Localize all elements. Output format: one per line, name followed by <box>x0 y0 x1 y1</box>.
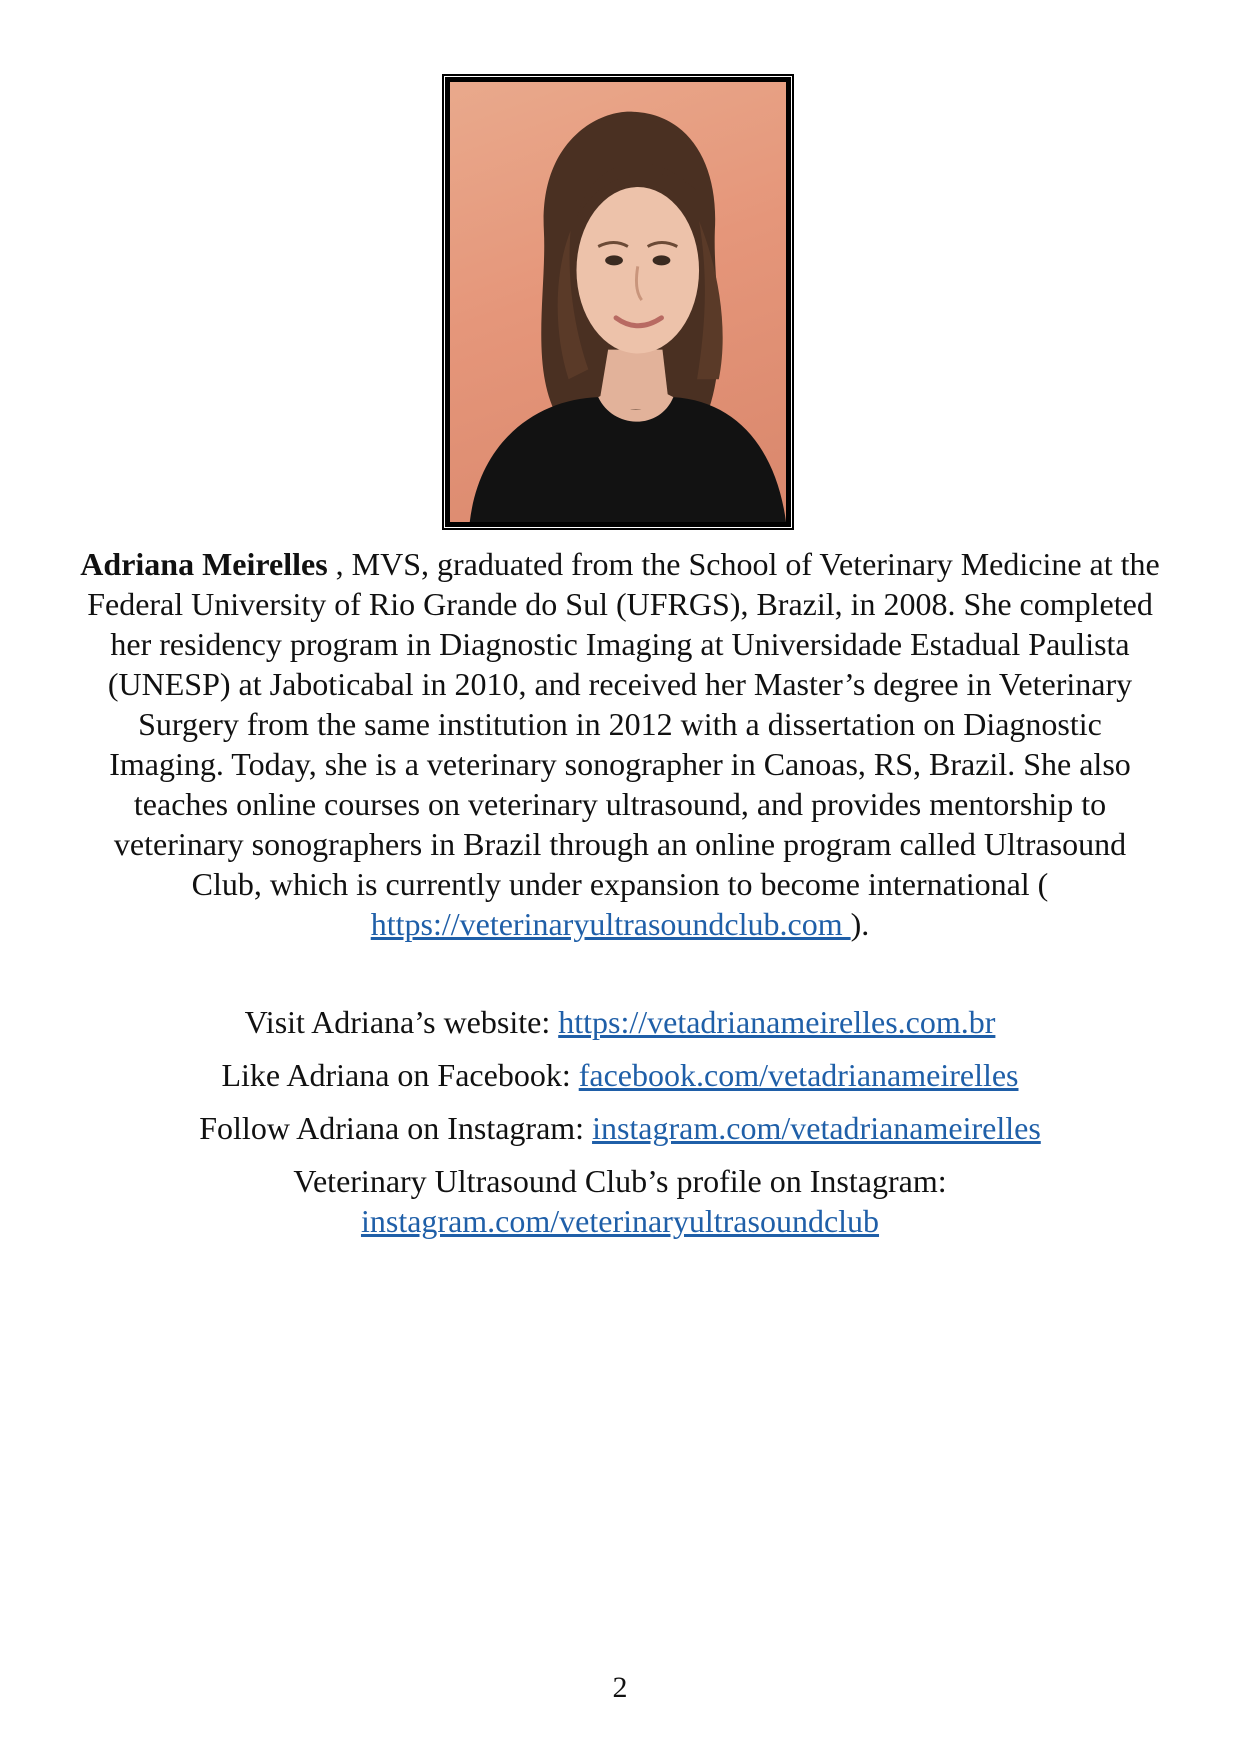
facebook-link[interactable]: facebook.com/vetadrianameirelles <box>578 1057 1019 1093</box>
club-website-link[interactable]: https://veterinaryultrasoundclub.com <box>370 906 851 942</box>
author-photo <box>450 82 786 522</box>
bio-text-end: ). <box>850 906 870 942</box>
website-line <box>80 1002 1160 1042</box>
club-instagram-label: Veterinary Ultrasound Club’s profile on Instagram: <box>293 1163 947 1199</box>
page-number: 2 <box>612 1671 628 1704</box>
club-instagram-line <box>80 1161 1160 1241</box>
instagram-link[interactable]: instagram.com/vetadrianameirelles <box>592 1110 1041 1146</box>
author-name: Adriana Meirelles <box>80 546 328 582</box>
bio-text: , MVS, graduated from the School of Veterinary Medicine at the Federal University of Rio Grande do Sul (UFRGS), Brazil, in 2008. She completed her residency program in Diagnostic Imaging at Universidade Estadual Paulista (UNESP) at Jaboticabal in 2010, and received her Master’s degree in Veterinary Surgery from the same institution in 2012 with a dissertation on Diagnostic Imaging. Today, she is a veterinary sonographer in Canoas, RS, Brazil. She also teaches online courses on veterinary ultrasound, and provides mentorship to veterinary sonographers in Brazil through an online program called Ultrasound Club, which is currently under expansion to become international ( <box>87 546 1160 902</box>
website-label: Visit Adriana’s website: <box>244 1004 559 1040</box>
website-link[interactable]: https://vetadrianameirelles.com.br <box>558 1004 996 1040</box>
portrait-illustration <box>450 82 786 522</box>
author-bio <box>80 544 1160 944</box>
club-instagram-link[interactable]: instagram.com/veterinaryultrasoundclub <box>360 1203 880 1239</box>
facebook-label: Like Adriana on Facebook: <box>221 1057 579 1093</box>
author-photo-frame <box>442 74 794 530</box>
instagram-label: Follow Adriana on Instagram: <box>199 1110 593 1146</box>
instagram-line <box>80 1108 1160 1148</box>
facebook-line <box>80 1055 1160 1095</box>
